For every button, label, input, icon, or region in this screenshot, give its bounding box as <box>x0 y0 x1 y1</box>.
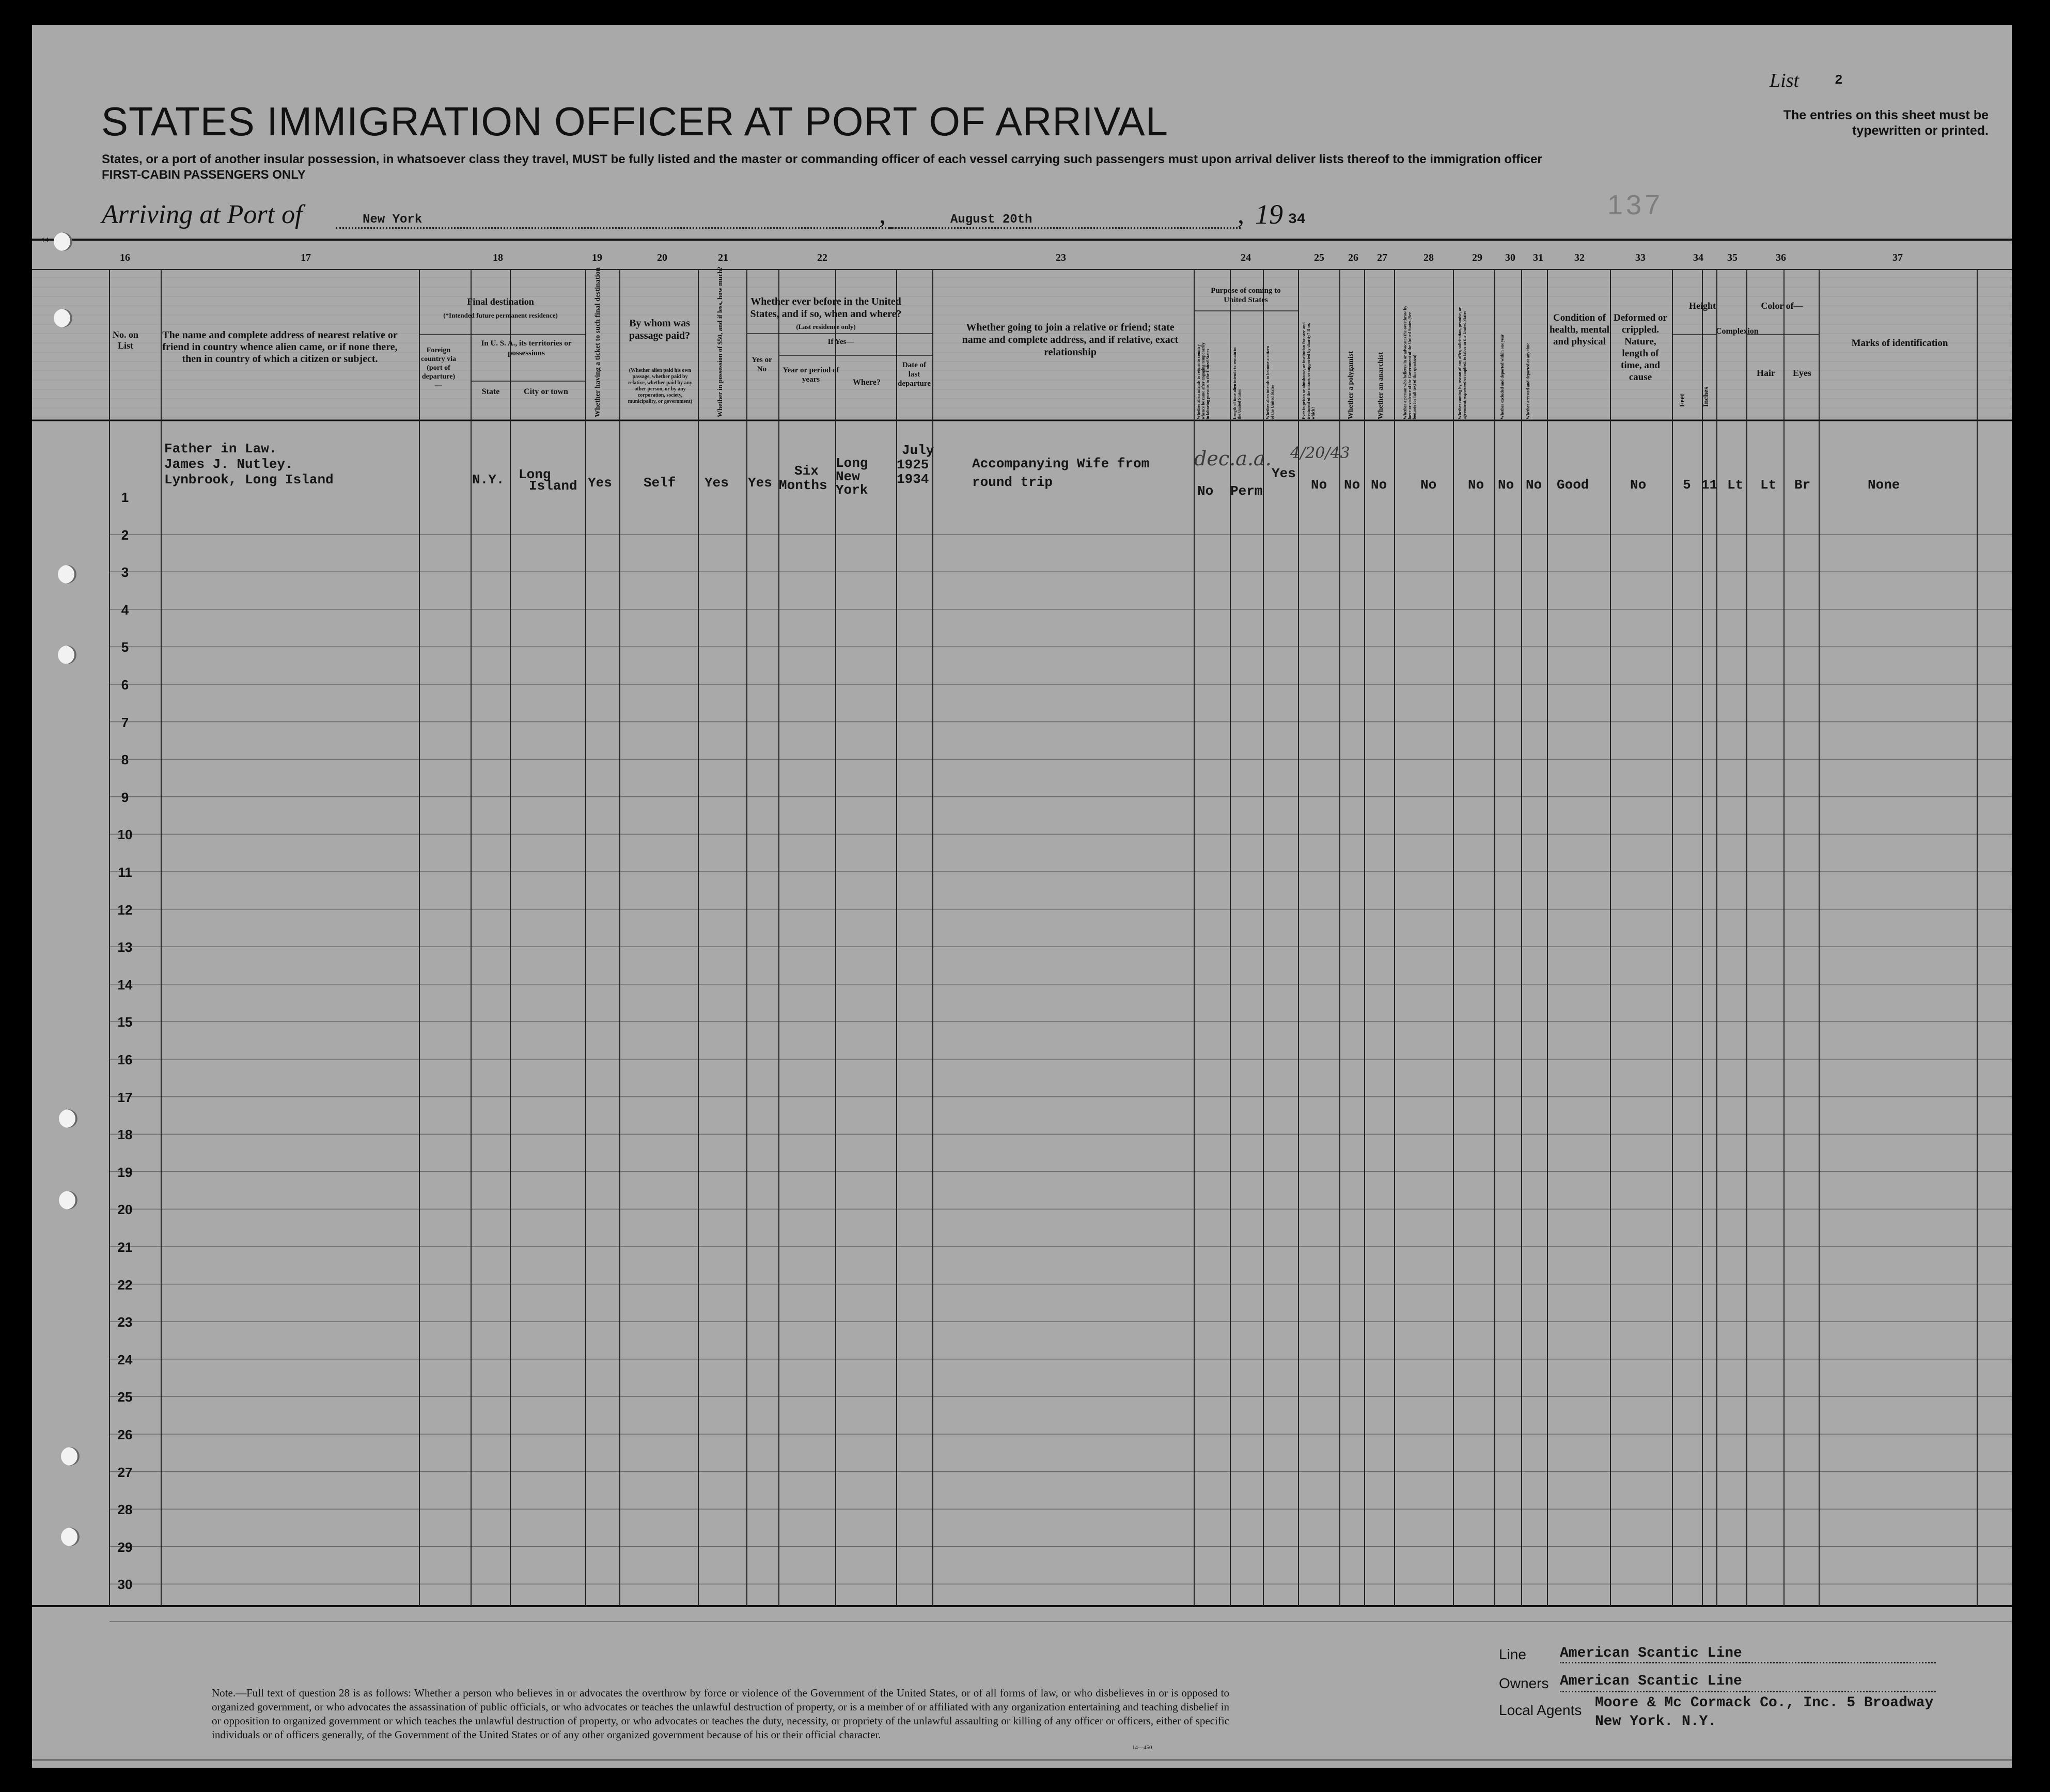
header-relative-friend: The name and complete address of nearest relative or friend in country whence alien came, or if none there, then in country of which a citizen or subject. <box>162 329 398 365</box>
entry-deformed: No <box>1630 477 1647 493</box>
col-31-number: 31 <box>1533 252 1543 263</box>
header-in-usa: In U. S. A., its territories or possessions <box>481 339 572 357</box>
col-19-number: 19 <box>592 252 602 263</box>
header-purpose-citizen: Whether alien intends to become a citizen of the United States <box>1265 345 1275 419</box>
col-33-number: 33 <box>1635 252 1646 263</box>
row-number: 23 <box>117 1314 133 1330</box>
entry-where <box>836 457 868 497</box>
agents-value-line-2: New York. N.Y. <box>1595 1714 1717 1730</box>
entry-where-line-3: York <box>836 482 868 498</box>
row-number: 28 <box>117 1502 133 1518</box>
entry-money: Yes <box>705 475 729 491</box>
year-suffix: 34 <box>1288 212 1306 228</box>
col-22-number: 22 <box>817 252 827 263</box>
row-number: 30 <box>117 1577 133 1593</box>
col-25-number: 25 <box>1314 252 1324 263</box>
header-passage-note: (Whether alien paid his own passage, whether paid by relative, whether paid by any other person, or by any corporation, society, municipality, or government) <box>628 368 693 404</box>
agents-value <box>1595 1694 1933 1731</box>
footnote: Note.—Full text of question 28 is as follows: Whether a person who believes in or advocates the overthrow by force or violence of the Government of the United States, or of all forms of law, or who disbelieves in or is opposed to organized government, or who advocates the assassination of public officials, or who advocates or teaches the unlawful destruction of property, or is a member of or affiliated with any organization entertaining and teaching disbelief in or opposition to organized government or which teaches the unlawful destruction of property, or who advocates or teaches the duty, necessity, or propriety of the unlawful assaulting or killing of any officer or officers, either of specific individuals or of officers generally, of the Government of the United States or of any other organized government because of his or their official character. <box>212 1687 1229 1741</box>
punch-hole <box>54 232 72 251</box>
agents-row <box>1499 1702 1582 1719</box>
col-20-number: 20 <box>657 252 667 263</box>
entry-period-line-1: Six <box>794 463 819 479</box>
subtitle-line-2: FIRST-CABIN PASSENGERS ONLY <box>102 168 306 182</box>
header-polygamist: Whether a polygamist <box>1347 351 1355 419</box>
date-value: August 20th <box>950 213 1032 227</box>
header-color-of: Color of— <box>1761 301 1803 311</box>
entry-arrested: No <box>1526 477 1542 493</box>
entry-anarchist: No <box>1371 477 1387 493</box>
row-number: 12 <box>117 902 133 918</box>
col-34-number: 34 <box>1693 252 1703 263</box>
row-number: 24 <box>117 1351 133 1367</box>
col-24-number: 24 <box>1241 252 1251 263</box>
col-36-number: 36 <box>1776 252 1786 263</box>
entry-last-dep-line-2: 1925 <box>897 457 929 473</box>
entry-inches: 11 <box>1701 477 1718 493</box>
entry-city <box>519 469 577 492</box>
entry-relative <box>164 441 334 488</box>
entry-where-line-2: New <box>836 469 860 484</box>
date-dotted-line <box>889 227 1241 229</box>
entry-relative-line-1: Father in Law. <box>164 441 277 457</box>
entry-ever-before: Yes <box>748 475 772 491</box>
row-number: 8 <box>121 752 129 768</box>
row-number: 3 <box>121 564 129 580</box>
row-number: 19 <box>117 1164 133 1180</box>
line-label: Line <box>1499 1646 1526 1662</box>
entry-overthrow: No <box>1420 477 1437 493</box>
owners-value: American Scantic Line <box>1560 1673 1742 1689</box>
punch-hole <box>58 565 76 584</box>
header-city-town: City or town <box>524 387 568 396</box>
row-number: 7 <box>121 714 129 730</box>
punch-hole <box>61 1447 80 1466</box>
row-number: 4 <box>121 602 129 618</box>
row-number: 10 <box>117 827 133 843</box>
header-marks: Marks of identification <box>1851 338 1948 349</box>
header-arrested: Whether arrested and deported at any time <box>1526 342 1530 419</box>
row-number: 14 <box>117 977 133 993</box>
year-prefix: 19 <box>1255 199 1283 230</box>
entry-ticket: Yes <box>588 475 612 491</box>
header-ever-before: Whether ever before in the United States, and if so, when and where? <box>750 296 902 320</box>
page-title: STATES IMMIGRATION OFFICER AT PORT OF ARRIVAL <box>101 99 1169 144</box>
entry-joining <box>972 454 1149 492</box>
header-last-departure: Date of last departure <box>898 361 931 388</box>
header-period: Year or period of years <box>783 366 839 384</box>
header-where: Where? <box>853 378 881 387</box>
owners-dotted-line <box>1560 1691 1936 1692</box>
header-offer: Whether coming by reason of any offer, solicitation, promise, or agreement, expressed or implied, to labor in the United States <box>1458 307 1467 419</box>
header-deformed: Deformed or crippled. Nature, length of time, and cause <box>1614 312 1667 383</box>
header-last-residence: (Last residence only) <box>796 323 856 331</box>
header-overthrow: Whether a person who believes in or advocates the overthrow by force or violence of the Government of the United States (See footnote for full text of this question) <box>1403 306 1417 419</box>
typewritten-notice: The entries on this sheet must be typewritten or printed. <box>1783 108 1989 138</box>
punch-hole <box>54 309 72 327</box>
entry-state: N.Y. <box>472 472 505 488</box>
header-anarchist: Whether an anarchist <box>1377 352 1385 419</box>
subtitle-line-1: States, or a port of another insular possession, in whatsoever class they travel, MUST be fully listed and the master or commanding officer of each vessel carrying such passengers must upon arrival deliver lists thereof to the immigration officer <box>102 152 1542 166</box>
agents-label: Local Agents <box>1499 1702 1582 1718</box>
col-29-number: 29 <box>1472 252 1482 263</box>
header-eyes: Eyes <box>1793 368 1811 378</box>
row-number: 11 <box>118 864 132 880</box>
agents-value-line-1: Moore & Mc Cormack Co., Inc. 5 Broadway <box>1595 1695 1934 1711</box>
punch-hole <box>61 1528 80 1546</box>
entry-complexion: Lt <box>1727 477 1744 493</box>
row-number: 16 <box>117 1052 133 1067</box>
row-number: 9 <box>121 789 129 805</box>
entry-feet: 5 <box>1683 477 1691 493</box>
col-32-number: 32 <box>1574 252 1585 263</box>
header-hair: Hair <box>1757 368 1775 378</box>
row-number: 20 <box>117 1202 133 1218</box>
header-excluded: Whether excluded and deported within one year <box>1500 334 1505 419</box>
row-number: 6 <box>121 677 129 693</box>
list-label: List <box>1770 70 1799 91</box>
row-number: 27 <box>117 1464 133 1480</box>
port-value: New York <box>363 213 422 227</box>
col-23-number: 23 <box>1056 252 1066 263</box>
header-condition: Condition of health, mental and physical <box>1549 312 1610 347</box>
entry-length-stay: Perm <box>1230 483 1263 499</box>
header-yes-or-no: Yes or No <box>752 356 772 373</box>
col-30-number: 30 <box>1505 252 1515 263</box>
header-no-on-list: No. on List <box>112 329 138 351</box>
list-number: 2 <box>1835 72 1843 88</box>
row-number: 18 <box>117 1127 133 1143</box>
manifest-grid <box>32 25 2012 1768</box>
col-28-number: 28 <box>1423 252 1434 263</box>
entry-citizen-intent: Yes <box>1272 466 1296 481</box>
header-state: State <box>481 387 500 396</box>
entry-polygamist: No <box>1344 477 1360 493</box>
col-17-number: 17 <box>301 252 311 263</box>
col-37-number: 37 <box>1892 252 1903 263</box>
entry-city-line-1: Long <box>519 467 551 482</box>
owners-label: Owners <box>1499 1675 1549 1691</box>
arriving-label: Arriving at Port of <box>102 200 303 229</box>
entry-period <box>779 464 827 493</box>
col-16-number: 16 <box>120 252 130 263</box>
entry-excluded: No <box>1498 477 1514 493</box>
row-number: 1 <box>121 490 129 505</box>
col-27-number: 27 <box>1377 252 1387 263</box>
line-value: American Scantic Line <box>1560 1645 1742 1661</box>
row-number: 26 <box>117 1427 133 1442</box>
row-number: 17 <box>117 1089 133 1105</box>
line-dotted-line <box>1560 1662 1936 1663</box>
entry-relative-line-2: James J. Nutley. <box>164 457 293 472</box>
header-purpose-length: Length of time alien intends to remain in the United States <box>1232 347 1242 419</box>
header-purpose-return: Whether alien intends to return to country whence he came after engaging temporarily in laboring pursuits in the United States <box>1196 342 1210 419</box>
col-26-number: 26 <box>1348 252 1358 263</box>
header-final-destination-note: (*Intended future permanent residence) <box>443 311 558 319</box>
row-number: 29 <box>117 1539 133 1555</box>
header-height: Height <box>1689 301 1716 311</box>
entry-last-dep-line-3: 1934 <box>897 471 929 487</box>
row-number: 21 <box>117 1239 133 1255</box>
punch-hole <box>58 646 76 664</box>
header-foreign-country: Foreign country via (port of departure)— <box>420 347 457 389</box>
owners-row <box>1499 1675 1548 1692</box>
entry-paid-by: Self <box>644 475 676 491</box>
entry-joining-line-2: round trip <box>972 475 1053 490</box>
comma-2: , <box>1238 200 1244 229</box>
row-number: 13 <box>117 939 133 955</box>
entry-return-intent: No <box>1197 483 1214 499</box>
header-final-destination: Final destination <box>467 296 534 307</box>
port-dotted-line <box>336 227 896 229</box>
header-if-yes: If Yes— <box>827 338 854 346</box>
punch-hole <box>59 1191 77 1209</box>
header-purpose: Purpose of coming to United States <box>1211 287 1281 304</box>
entry-hand-note-2: 4/20/43 <box>1290 444 1350 462</box>
entry-where-line-1: Long <box>836 455 868 471</box>
header-feet: Feet <box>1679 394 1686 407</box>
row-number: 15 <box>117 1014 133 1030</box>
header-passage-paid: By whom was passage paid? <box>629 318 691 341</box>
form-number: 14—450 <box>1132 1744 1152 1751</box>
row-number: 5 <box>121 639 129 655</box>
header-ticket: Whether having a ticket to such final destination <box>594 267 602 417</box>
col-35-number: 35 <box>1727 252 1738 263</box>
entry-marks: None <box>1868 477 1900 493</box>
entry-city-line-2: Island <box>529 478 577 494</box>
entry-eyes: Br <box>1794 477 1811 493</box>
header-inches: Inches <box>1702 387 1710 407</box>
entry-joining-line-1: Accompanying Wife from <box>972 456 1150 471</box>
punch-hole <box>59 1109 77 1128</box>
header-join-relative: Whether going to join a relative or friend; state name and complete address, and if relative, exact relationship <box>962 322 1179 358</box>
entry-health: Good <box>1557 477 1589 493</box>
entry-period-line-2: Months <box>779 478 827 493</box>
col-18-number: 18 <box>493 252 503 263</box>
entry-last-departure <box>897 443 934 486</box>
entry-relative-line-3: Lynbrook, Long Island <box>164 472 334 488</box>
entry-last-dep-line-1: July <box>902 443 934 458</box>
col-21-number: 21 <box>718 252 728 263</box>
entry-hand-note-1: dec.a.a. <box>1194 447 1272 470</box>
row-number: 2 <box>121 527 129 543</box>
subtitle <box>102 152 1755 183</box>
header-complexion: Complexion <box>1716 327 1759 336</box>
entry-hair: Lt <box>1760 477 1777 493</box>
header-prison: Ever in prison or almshouse, or institution for care and treatment of the insane, or supported by charity? If so, which? <box>1302 322 1316 419</box>
entry-prison: No <box>1311 477 1327 493</box>
row-number: 22 <box>117 1277 133 1293</box>
line-row <box>1499 1646 1526 1663</box>
comma: , <box>879 200 886 229</box>
row-number: 25 <box>117 1389 133 1405</box>
entry-offer: No <box>1468 477 1484 493</box>
corner-mark: 14 <box>41 237 49 244</box>
header-possession-50: Whether in possession of $50, and if less, how much? <box>716 266 724 417</box>
manifest-sheet <box>32 25 2012 1768</box>
page-stamp: 137 <box>1607 190 1664 221</box>
